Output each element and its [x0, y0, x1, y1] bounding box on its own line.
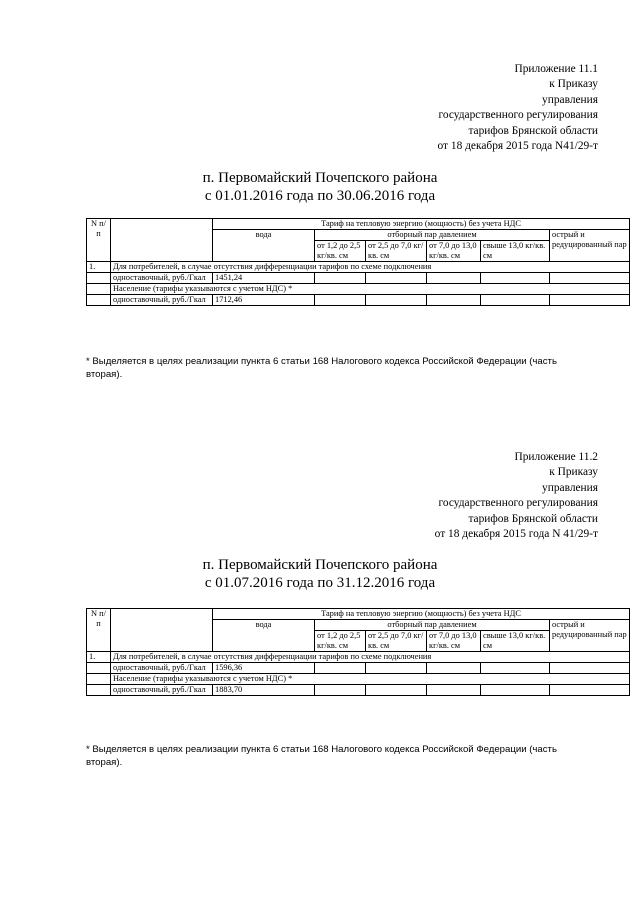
table-row — [87, 295, 630, 306]
col-p2-header: от 2,5 до 7,0 кг/кв. см — [366, 241, 427, 262]
table-row — [87, 663, 630, 674]
period-title: с 01.07.2016 года по 31.12.2016 года — [204, 574, 436, 591]
population-category: Население (тарифы указываются с учетом НДС) * — [111, 284, 630, 295]
tariff-table — [86, 218, 630, 306]
col-sharp-header: острый и редуцированный пар — [550, 620, 630, 652]
header-line: к Приказу — [549, 78, 598, 91]
appendix-number: Приложение 11.2 — [514, 451, 598, 463]
col-num-header: N п/п — [87, 609, 111, 652]
col-water-header: вода — [213, 620, 315, 652]
population-category: Население (тарифы указываются с учетом НДС) * — [111, 674, 630, 685]
locality-title: п. Первомайский Почепского района — [202, 557, 438, 573]
locality-title: п. Первомайский Почепского района — [202, 170, 438, 186]
table-header-row — [87, 609, 630, 620]
header-line: управления — [542, 481, 598, 494]
water-rate-value: 1883,70 — [213, 685, 315, 696]
table-header-row — [87, 219, 630, 230]
header-line: управления — [542, 93, 598, 106]
order-reference: от 18 декабря 2015 года N41/29-т — [437, 140, 598, 153]
table-row — [87, 652, 630, 663]
col-p3-header: от 7,0 до 13,0 кг/кв. см — [427, 241, 481, 262]
page-title — [0, 170, 640, 205]
tariff-table — [86, 608, 630, 696]
footnote: * Выделяется в целях реализации пункта 6 статьи 168 Налогового кодекса Российской Федерации (часть вторая). — [86, 744, 557, 768]
col-p2-header: от 2,5 до 7,0 кг/кв. см — [366, 631, 427, 652]
header-line: к Приказу — [549, 466, 598, 479]
table-row — [87, 273, 630, 284]
col-p4-header: свыше 13,0 кг/кв. см — [481, 631, 550, 652]
rate-label: одноставочный, руб./Гкал — [111, 273, 213, 284]
table-row — [87, 674, 630, 685]
water-rate-value: 1712,46 — [213, 295, 315, 306]
col-p4-header: свыше 13,0 кг/кв. см — [481, 241, 550, 262]
col-tariff-header: Тариф на тепловую энергию (мощность) без учета НДС — [213, 219, 630, 230]
table-row — [87, 284, 630, 295]
order-reference: от 18 декабря 2015 года N 41/29-т — [434, 528, 598, 541]
header-line: государственного регулирования — [438, 109, 598, 122]
page-title — [0, 557, 640, 592]
header-line: государственного регулирования — [438, 497, 598, 510]
rate-label: одноставочный, руб./Гкал — [111, 295, 213, 306]
col-num-header: N п/п — [87, 219, 111, 262]
water-rate-value: 1451,24 — [213, 273, 315, 284]
col-p1-header: от 1,2 до 2,5 кг/кв. см — [315, 631, 366, 652]
col-p3-header: от 7,0 до 13,0 кг/кв. см — [427, 631, 481, 652]
col-steam-header: отборный пар давлением — [315, 230, 550, 241]
empty-header-cell — [111, 219, 213, 262]
period-title: с 01.01.2016 года по 30.06.2016 года — [204, 187, 436, 204]
col-p1-header: от 1,2 до 2,5 кг/кв. см — [315, 241, 366, 262]
col-water-header: вода — [213, 230, 315, 262]
col-steam-header: отборный пар давлением — [315, 620, 550, 631]
col-tariff-header: Тариф на тепловую энергию (мощность) без учета НДС — [213, 609, 630, 620]
header-line: тарифов Брянской области — [468, 512, 598, 525]
row-number: 1. — [87, 262, 111, 273]
empty-header-cell — [111, 609, 213, 652]
water-rate-value: 1596,36 — [213, 663, 315, 674]
consumer-category: Для потребителей, в случае отсутствия дифференциации тарифов по схеме подключения — [111, 262, 630, 273]
table-row — [87, 262, 630, 273]
col-sharp-header: острый и редуцированный пар — [550, 230, 630, 262]
appendix-header — [438, 62, 598, 154]
rate-label: одноставочный, руб./Гкал — [111, 685, 213, 696]
table-row — [87, 685, 630, 696]
header-line: тарифов Брянской области — [468, 124, 598, 137]
row-number: 1. — [87, 652, 111, 663]
appendix-header — [435, 450, 598, 542]
rate-label: одноставочный, руб./Гкал — [111, 663, 213, 674]
appendix-number: Приложение 11.1 — [514, 63, 598, 75]
consumer-category: Для потребителей, в случае отсутствия дифференциации тарифов по схеме подключения — [111, 652, 630, 663]
footnote: * Выделяется в целях реализации пункта 6 статьи 168 Налогового кодекса Российской Федерации (часть вторая). — [86, 356, 557, 380]
